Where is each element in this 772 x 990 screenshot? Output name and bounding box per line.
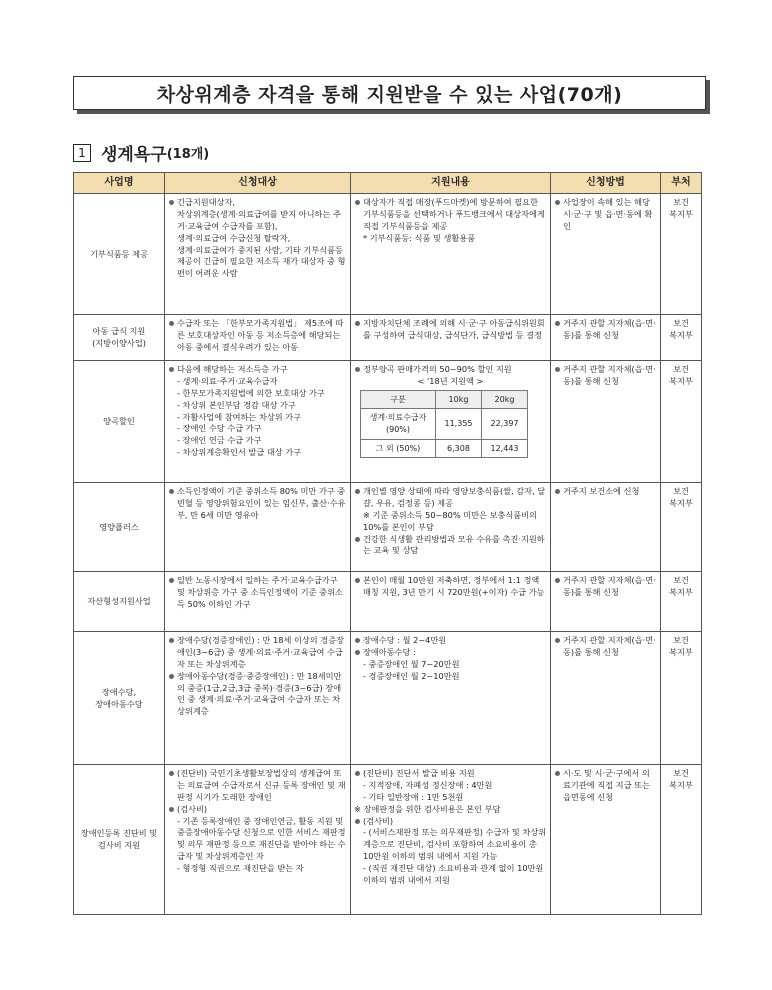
- text-line: 생계·의료급여가 중지된 사람, 기타 기부식품등 제공이 긴급히 필요한 저소득 재가 대상자 중 형편이 어려운 사람: [177, 244, 346, 279]
- list-item: - 기존 등록장애인 중 장애인연금, 활동 지원 및 중증장애아동수당 신청으로 인한 서비스 재판정 및 의무 재판정 등으로 재진단을 받아야 하는 수급자 및 차상위계층인 자: [177, 815, 346, 862]
- dept-line: 보건: [673, 635, 689, 645]
- program-name: [74, 632, 165, 765]
- program-name: 자산형성지원사업: [74, 572, 165, 632]
- list-item: - 한부모가족지원법에 의한 보호대상 가구: [177, 387, 325, 398]
- section-label: 생계욕구: [101, 145, 167, 165]
- method-cell: [551, 361, 661, 483]
- dept-line: 복지부: [669, 779, 693, 790]
- support-cell: [351, 632, 551, 765]
- dept-cell: [661, 572, 702, 632]
- method-cell: [551, 315, 661, 361]
- bullet-item: 장애수당(경증장애인) : 만 18세 이상의 경증장애인(3~6급) 중 생계·의료·주거·교육급여 수급자 또는 차상위계층: [168, 635, 347, 671]
- program-name: [74, 765, 165, 915]
- table-row: [74, 315, 702, 361]
- bullet-item: (검사비): [354, 816, 547, 828]
- sub-cell: 생계·의료수급자 (90%): [361, 409, 436, 439]
- method-cell: [551, 572, 661, 632]
- method-cell: [551, 765, 661, 915]
- dept-cell: [661, 361, 702, 483]
- sub-header-cell: 20kg: [482, 390, 528, 409]
- bullet-item: 수급자 또는 「한부모가족지원법」 제5조에 따른 보호대상자인 아동 등 저소득층에 해당되는 아동 중에서 결식우려가 있는 아동: [168, 318, 347, 354]
- sub-table-header: [361, 390, 528, 409]
- sub-cell: 11,355: [436, 409, 482, 439]
- bullet-item: 지방자치단체 조례에 의해 시·군·구 아동급식위원회를 구성하여 급식대상, 급식단가, 급식방법 등 결정: [354, 318, 547, 342]
- section-heading: [73, 140, 209, 165]
- name-line: (지방이양사업): [92, 338, 146, 348]
- target-cell: [165, 572, 351, 632]
- program-name: 양곡할인: [74, 361, 165, 483]
- dept-cell: [661, 765, 702, 915]
- list-item: - 기타 일반장애 : 1만 5천원: [363, 791, 464, 802]
- list-item: - 차상위 본인부담 경감 대상 가구: [177, 399, 296, 410]
- list-item: - 생계·의료·주거·교육수급자: [177, 375, 278, 386]
- sub-table-row: [361, 409, 528, 439]
- dept-line: 복지부: [669, 586, 693, 597]
- program-table: [73, 172, 702, 915]
- list-item: - 지적장애, 자폐성 정신장애 : 4만원: [363, 779, 493, 790]
- page-title: 차상위계층 자격을 통해 지원받을 수 있는 사업(70개): [73, 76, 706, 110]
- name-line: 검사비 지원: [97, 840, 141, 850]
- list-item: - 경증장애인 월 2~10만원: [363, 670, 460, 681]
- dept-line: 복지부: [669, 646, 693, 657]
- dept-line: 복지부: [669, 375, 693, 386]
- target-cell: [165, 632, 351, 765]
- name-line: 아동 급식 지원: [92, 326, 146, 337]
- note-line: ※ 장애판정을 위한 검사비용은 본인 부담: [354, 803, 501, 814]
- header-program-name: 사업명: [74, 173, 165, 194]
- bullet-item: (검사비): [168, 804, 347, 816]
- method-cell: [551, 632, 661, 765]
- note-line: ※ 기준 중위소득 50~80% 미만은 보충식품비의 10%를 본인이 부담: [363, 509, 537, 532]
- target-cell: [165, 361, 351, 483]
- list-item: - 형정형 직권으로 재진단을 받는 자: [177, 863, 304, 874]
- sub-cell: 12,443: [482, 439, 528, 458]
- bullet-item: 본인이 매월 10만원 저축하면, 정부에서 1:1 정액 매칭 지원, 3년 만기 시 720만원(+이자) 수급 가능: [354, 575, 547, 599]
- list-item: - 장애인 연금 수급 가구: [177, 435, 262, 446]
- bullet-item: 거주지 관할 지자체(읍·면·동)를 통해 신청: [554, 575, 657, 599]
- dept-line: 보건: [673, 575, 689, 585]
- program-name: 기부식품등 제공: [74, 194, 165, 315]
- program-name: [74, 315, 165, 361]
- bullet-item: 시·도 및 시·군·구에서 의료기관에 직접 지급 또는 읍면동에 신청: [554, 768, 657, 804]
- support-cell: [351, 361, 551, 483]
- sub-cell: 22,397: [482, 409, 528, 439]
- name-line: 장애수당,: [101, 686, 137, 697]
- dept-cell: [661, 315, 702, 361]
- support-cell: [351, 483, 551, 572]
- dept-line: 보건: [673, 318, 689, 328]
- dept-line: 보건: [673, 364, 689, 374]
- list-item: - (직권 재진단 대상) 소요비용과 관계 없이 10만원 이하의 범위 내에서 지원: [363, 863, 544, 886]
- bullet-item: 거주지 보건소에 신청: [554, 486, 657, 498]
- bullet-item: 장애아동수당(경증·중증장애인) : 만 18세미만의 중증(1급,2급,3급 중복)·경증(3~6급) 장애인 중 생계·의료·주거·교육급여 수급자 또는 차상위계층: [168, 671, 347, 719]
- bullet-item: (진단비) 국민기초생활보장법상의 생계급여 또는 의료급여 수급자로서 신규 등록 장애인 및 재판정 시기가 도래한 장애인: [168, 768, 347, 804]
- list-item: - 중증장애인 월 7~20만원: [363, 658, 460, 669]
- header-support: 지원내용: [351, 173, 551, 194]
- sub-table-row: [361, 439, 528, 458]
- dept-cell: [661, 194, 702, 315]
- table-header-row: [74, 173, 702, 194]
- table-row: [74, 632, 702, 765]
- section-number: 1: [73, 144, 91, 162]
- program-name: 영양플러스: [74, 483, 165, 572]
- table-caption: < '18년 지원액 >: [417, 375, 484, 386]
- discount-table: [360, 390, 528, 458]
- bullet-item: 거주지 관할 지자체(읍·면·동)를 통해 신청: [554, 318, 657, 342]
- bullet-item: 개인별 영양 상태에 따라 영양보충식품(쌀, 감자, 달걀, 우유, 검정콩 등) 제공: [354, 486, 547, 510]
- dept-line: 보건: [673, 197, 689, 207]
- list-item: - 차상위계층확인서 발급 대상 가구: [177, 447, 302, 458]
- support-cell: [351, 194, 551, 315]
- bullet-item: 대상자가 직접 매장(푸드마켓)에 방문하여 필요한 기부식품등을 선택하거나 푸드뱅크에서 대상자에게 직접 기부식품등을 제공: [354, 197, 547, 233]
- sub-header-cell: 구분: [361, 390, 436, 409]
- name-line: 장애아동수당: [95, 698, 143, 709]
- method-cell: [551, 483, 661, 572]
- dept-line: 보건: [673, 486, 689, 496]
- bullet-item: 거주지 관할 지자체(읍·면·동)를 통해 신청: [554, 364, 657, 388]
- bullet-item: 장애수당 : 월 2~4만원: [354, 635, 547, 647]
- bullet-item: 건강한 식생활 관리방법과 모유 수유를 촉진·지원하는 교육 및 상담: [354, 534, 547, 558]
- table-row: [74, 361, 702, 483]
- support-cell: [351, 765, 551, 915]
- bullet-item: 긴급지원대상자,: [168, 197, 347, 209]
- dept-line: 보건: [673, 768, 689, 778]
- sub-cell: 그 외 (50%): [361, 439, 436, 458]
- header-method: 신청방법: [551, 173, 661, 194]
- table-row: [74, 483, 702, 572]
- table-row: [74, 765, 702, 915]
- list-item: - 장애인 수당 수급 가구: [177, 423, 262, 434]
- bullet-item: 일반 노동시장에서 일하는 주거·교육수급가구 및 차상위층 가구 중 소득인정액이 기준 중위소득 50% 이하인 가구: [168, 575, 347, 611]
- bullet-item: 거주지 관할 지자체(읍·면·동)를 통해 신청: [554, 635, 657, 659]
- header-dept: 부처: [661, 173, 702, 194]
- target-cell: [165, 315, 351, 361]
- bullet-item: 소득인정액이 기준 중위소득 80% 미만 가구 중 빈혈 등 영양위험요인이 있는 임신부, 출산·수유부, 만 6세 미만 영유아: [168, 486, 347, 522]
- bullet-item: 장애아동수당 :: [354, 647, 547, 659]
- dept-line: 복지부: [669, 497, 693, 508]
- header-target: 신청대상: [165, 173, 351, 194]
- text-line: 차상위계층(생계·의료급여를 받지 아니하는 주거·교육급여 수급자를 포함),: [177, 208, 341, 231]
- sub-cell: 6,308: [436, 439, 482, 458]
- support-cell: [351, 315, 551, 361]
- table-row: [74, 572, 702, 632]
- bullet-item: 정부양곡 판매가격의 50~90% 할인 지원: [354, 364, 547, 376]
- dept-line: 복지부: [669, 329, 693, 340]
- list-item: - 자활사업에 참여하는 차상위 가구: [177, 411, 302, 422]
- support-cell: [351, 572, 551, 632]
- table-row: [74, 194, 702, 315]
- name-line: 장애인등록 진단비 및: [80, 828, 158, 839]
- section-count: (18개): [166, 147, 210, 162]
- bullet-item: 다음에 해당하는 저소득층 가구: [168, 364, 347, 376]
- sub-header-cell: 10kg: [436, 390, 482, 409]
- dept-cell: [661, 483, 702, 572]
- method-cell: [551, 194, 661, 315]
- target-cell: [165, 194, 351, 315]
- text-line: 생계·의료급여 수급신청 탈락자,: [177, 232, 291, 243]
- dept-line: 복지부: [669, 208, 693, 219]
- target-cell: [165, 483, 351, 572]
- bullet-item: (진단비) 진단서 발급 비용 지원: [354, 768, 547, 780]
- list-item: - (서비스재판정 또는 의무재판정) 수급자 및 차상위계층으로 진단비, 검사비 포함하여 소요비용이 총 10만원 이하의 범위 내에서 지원 가능: [363, 827, 547, 862]
- dept-cell: [661, 632, 702, 765]
- note-line: * 기부식품등: 식품 및 생활용품: [363, 232, 476, 243]
- target-cell: [165, 765, 351, 915]
- bullet-item: 사업장이 속해 있는 해당 시·군·구 및 읍·면·동에 확인: [554, 197, 657, 233]
